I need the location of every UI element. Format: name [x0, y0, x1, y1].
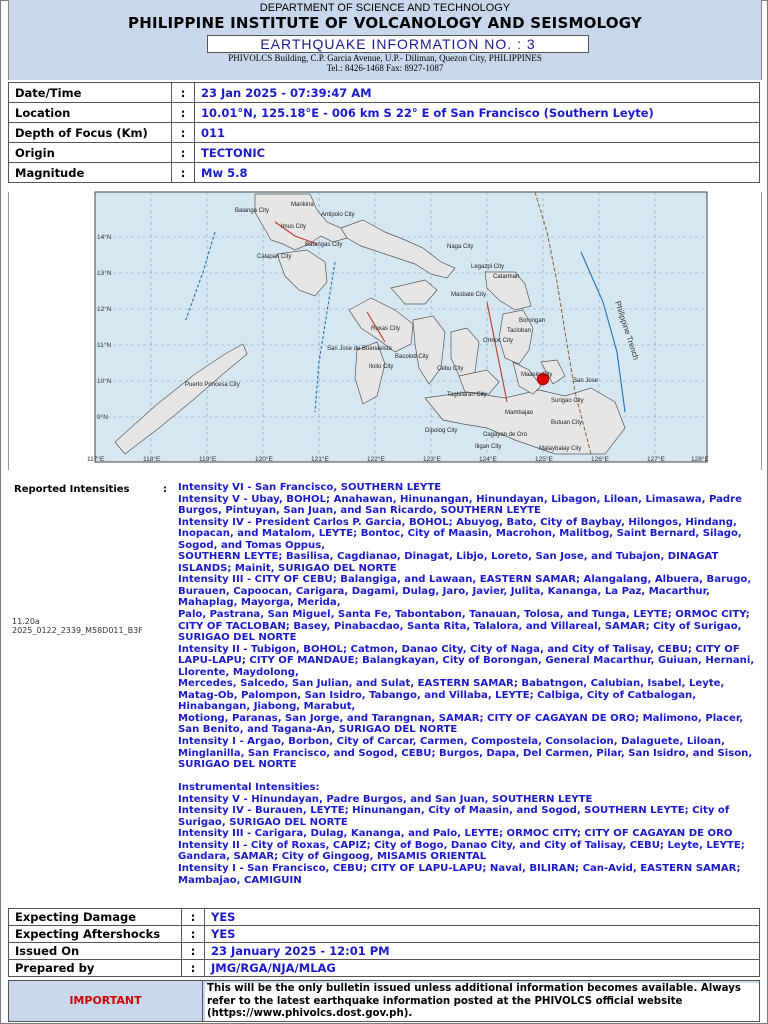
place-label: Dipolog City [425, 428, 458, 434]
section-gap [178, 771, 756, 783]
instrumental-intensity-line: Intensity V - Hinundayan, Padre Burgos, and San Juan, SOUTHERN LEYTE [178, 793, 593, 805]
status-row-aftershocks [9, 926, 760, 943]
lon-label: 118°E [143, 456, 161, 463]
lat-label: 14°N [97, 234, 112, 241]
info-row-magnitude [9, 163, 760, 183]
status-value: YES [205, 926, 760, 943]
earthquake-info-table [8, 82, 760, 183]
status-label: Prepared by [9, 960, 182, 977]
epicenter-map [87, 192, 709, 463]
status-label: Expecting Damage [9, 909, 182, 926]
info-row-location [9, 103, 760, 123]
address-line: PHIVOLCS Building, C.P. Garcia Avenue, U.P.- Diliman, Quezon City, PHILIPPINES [228, 53, 542, 63]
place-label: Mambajao [505, 410, 534, 416]
place-label: Cagayan de Oro [483, 432, 528, 438]
place-label: Batangas City [305, 242, 343, 248]
info-value: Mw 5.8 [195, 163, 760, 183]
info-row-depth [9, 123, 760, 143]
info-label: Depth of Focus (Km) [9, 123, 172, 143]
status-colon: : [182, 909, 205, 926]
info-colon: : [172, 143, 195, 163]
lon-label: 120°E [255, 456, 273, 463]
phone-line: Tel.: 8426-1468 Fax: 8927-1087 [326, 63, 444, 73]
status-value: 23 January 2025 - 12:01 PM [205, 943, 760, 960]
place-label: Iligan City [475, 444, 502, 450]
info-value: 23 Jan 2025 - 07:39:47 AM [195, 83, 760, 103]
reported-intensity-line: Intensity IV - President Carlos P. Garcia, BOHOL; Abuyog, Bato, City of Baybay, Hilongos, Hindang, Inopacan, and Matalom, LEYTE; Bontoc, City of Maasin, Macrohon, Malitbog, Saint Bernard, Silago, Sogod, and Tomas Oppus, [178, 516, 742, 551]
lat-label: 10°N [97, 378, 112, 385]
place-label: Puerto Princesa City [185, 382, 240, 388]
place-label: Roxas City [371, 326, 401, 332]
lon-label: 124°E [479, 456, 497, 463]
place-label: Calapan City [257, 254, 292, 260]
place-label: Iloilo City [369, 364, 394, 370]
place-label: Butuan City [551, 420, 583, 426]
info-label: Origin [9, 143, 172, 163]
info-value: 011 [195, 123, 760, 143]
reported-intensity-line: Motiong, Paranas, San Jorge, and Tarangnan, SAMAR; CITY OF CAGAYAN DE ORO; Malimono, Placer, San Benito, and Tagana-An, SURIGAO DEL NORTE [178, 712, 744, 736]
instrumental-intensity-line: Intensity IV - Burauen, LEYTE; Hinunangan, City of Maasin, and Sogod, SOUTHERN LEYTE; City of Surigao, SURIGAO DEL NORTE [178, 805, 730, 828]
place-label: Ormoc City [483, 338, 513, 344]
trench-label: Philippine Trench [613, 299, 641, 361]
lon-label: 123°E [423, 456, 441, 463]
instrumental-intensity-line: Intensity II - City of Roxas, CAPIZ; City of Bogo, Danao City, and City of Talisay, CEBU; Leyte, LEYTE; Gandara, SAMAR; City of Gingoog, MISAMIS ORIENTAL [178, 839, 745, 863]
lon-label: 121°E [311, 456, 329, 463]
status-colon: : [182, 926, 205, 943]
info-row-origin [9, 143, 760, 163]
bulletin-number: EARTHQUAKE INFORMATION NO. : 3 [207, 35, 589, 53]
institute-address [9, 53, 761, 73]
reported-intensity-line: Intensity VI - San Francisco, SOUTHERN LEYTE [178, 482, 442, 493]
place-label: San Jose [573, 378, 599, 384]
bulletin-header [8, 0, 762, 80]
bulletin-code-line: 11.20a [12, 617, 40, 626]
place-label: Borongan [519, 318, 546, 324]
info-value: 10.01°N, 125.18°E - 006 km S 22° E of San Francisco (Southern Leyte) [195, 103, 760, 123]
bulletin-status-table [8, 908, 760, 977]
lon-label: 125°E [535, 456, 553, 463]
place-label: Antipolo City [321, 212, 355, 218]
instrumental-intensity-line: Intensity III - Carigara, Dulag, Kananga, and Palo, LEYTE; ORMOC CITY; CITY OF CAGAYAN DE ORO [178, 828, 733, 840]
status-row-issued [9, 943, 760, 960]
status-label: Expecting Aftershocks [9, 926, 182, 943]
status-label: Issued On [9, 943, 182, 960]
info-colon: : [172, 83, 195, 103]
status-row-prepared [9, 960, 760, 977]
place-label: Catarman [493, 274, 520, 280]
place-label: Naga City [447, 244, 474, 250]
place-label: Masbate City [451, 292, 487, 298]
lat-label: 9°N [97, 414, 108, 421]
reported-intensity-line: Intensity V - Ubay, BOHOL; Anahawan, Hinunangan, Hinundayan, Libagon, Liloan, Limasawa, Padre Burgos, Pintuyan, San Juan, and San Ricardo, SOUTHERN LEYTE [178, 493, 742, 517]
place-label: Tagbilaran City [447, 392, 487, 398]
status-value: YES [205, 909, 760, 926]
reported-intensity-line: Intensity II - Tubigon, BOHOL; Catmon, Danao City, City of Naga, and City of Talisay, CEBU; CITY OF LAPU-LAPU; CITY OF MANDAUE; Balangkayan, City of Borongan, General Macarthur, Guiuan, Hernani, Llorente, Maydolong, [178, 643, 755, 678]
status-colon: : [182, 943, 205, 960]
reported-intensities-colon: : [163, 484, 167, 495]
important-label: IMPORTANT [9, 981, 203, 1021]
reported-intensity-line: Mercedes, Salcedo, San Julian, and Sulat, EASTERN SAMAR; Babatngon, Calubian, Isabel, Leyte, Matag-Ob, Palompon, San Isidro, Tabango, and Villaba, LEYTE; Calbiga, City of Catbalogan, Hinabangan, Jiabong, Marabut, [178, 678, 725, 713]
bulletin-code-line: 2025_0122_2339_M58D011_B3F [12, 626, 143, 635]
reported-intensity-line: Intensity I - Argao, Borbon, City of Carcar, Carmen, Compostela, Consolacion, Dalaguete, Liloan, Minglanilla, San Francisco, and Sogod, CEBU; Burgos, Dapa, Del Carmen, Pilar, San Isidro, and Sison, SURIGAO DEL NORTE [178, 736, 753, 771]
reported-intensity-line: Intensity III - CITY OF CEBU; Balangiga, and Lawaan, EASTERN SAMAR; Alangalang, Albuera, Barugo, Burauen, Capoocan, Carigara, Dagami, Dulag, Jaro, Javier, Julita, Kananga, La Paz, Macarthur, Mahaplag, Mayorga, Merida, [178, 574, 752, 609]
intensities-text [178, 482, 756, 886]
lon-label: 128°E [691, 456, 709, 463]
status-value: JMG/RGA/NJA/MLAG [205, 960, 760, 977]
bulletin-code [12, 617, 143, 635]
place-label: Tacloban [507, 328, 532, 334]
lon-label: 119°E [199, 456, 217, 463]
place-label: Balanga City [235, 208, 270, 214]
place-label: Malaybalay City [539, 446, 582, 452]
info-label: Magnitude [9, 163, 172, 183]
place-label: Bacolod City [395, 354, 429, 360]
instrumental-intensity-line: Intensity I - San Francisco, CEBU; CITY OF LAPU-LAPU; Naval, BILIRAN; Can-Avid, EASTERN SAMAR; Mambajao, CAMIGUIN [178, 863, 741, 886]
reported-intensity-line: Palo, Pastrana, San Miguel, Santa Fe, Tabontabon, Tanauan, Tolosa, and Tunga, LEYTE; ORMOC CITY; CITY OF TACLOBAN; Basey, Pinabacdao, Santa Rita, Talalora, and Villareal, SAMAR; City of Surigao, SURIGAO DEL NORTE [178, 609, 750, 644]
info-colon: : [172, 123, 195, 143]
lon-label: 127°E [647, 456, 665, 463]
status-colon: : [182, 960, 205, 977]
lon-label: 126°E [591, 456, 609, 463]
important-notice [8, 980, 760, 1022]
place-label: Cebu City [437, 366, 464, 372]
info-row-datetime [9, 83, 760, 103]
place-label: Surigao City [551, 398, 584, 404]
place-label: Marikina [291, 202, 314, 208]
department-name: DEPARTMENT OF SCIENCE AND TECHNOLOGY [259, 2, 511, 14]
status-row-damage [9, 909, 760, 926]
lon-label: 117°E [87, 456, 105, 463]
place-label: San Jose de Buenavista [327, 346, 392, 352]
place-label: Maasin City [521, 372, 553, 378]
info-label: Location [9, 103, 172, 123]
epicenter-map-panel [8, 192, 762, 470]
lat-label: 12°N [97, 306, 112, 313]
reported-intensities-label: Reported Intensities [14, 484, 130, 495]
info-label: Date/Time [9, 83, 172, 103]
lon-label: 122°E [367, 456, 385, 463]
lat-label: 13°N [97, 270, 112, 277]
info-colon: : [172, 103, 195, 123]
instrumental-heading: Instrumental Intensities: [178, 782, 320, 794]
important-text: This will be the only bulletin issued unless additional information becomes available. Always refer to the latest earthquake information posted at the PHIVOLCS official website (https://www.phivolcs.dost.gov.ph). [205, 983, 759, 1021]
place-label: Imus City [281, 224, 307, 230]
info-value: TECTONIC [195, 143, 760, 163]
info-colon: : [172, 163, 195, 183]
lat-label: 11°N [97, 342, 112, 349]
place-label: Legazpi City [471, 264, 505, 270]
institute-name: PHILIPPINE INSTITUTE OF VOLCANOLOGY AND SEISMOLOGY [128, 14, 642, 32]
reported-intensity-line: SOUTHERN LEYTE; Basilisa, Cagdianao, Dinagat, Libjo, Loreto, San Jose, and Tubajon, DINAGAT ISLANDS; Mainit, SURIGAO DEL NORTE [178, 551, 719, 574]
